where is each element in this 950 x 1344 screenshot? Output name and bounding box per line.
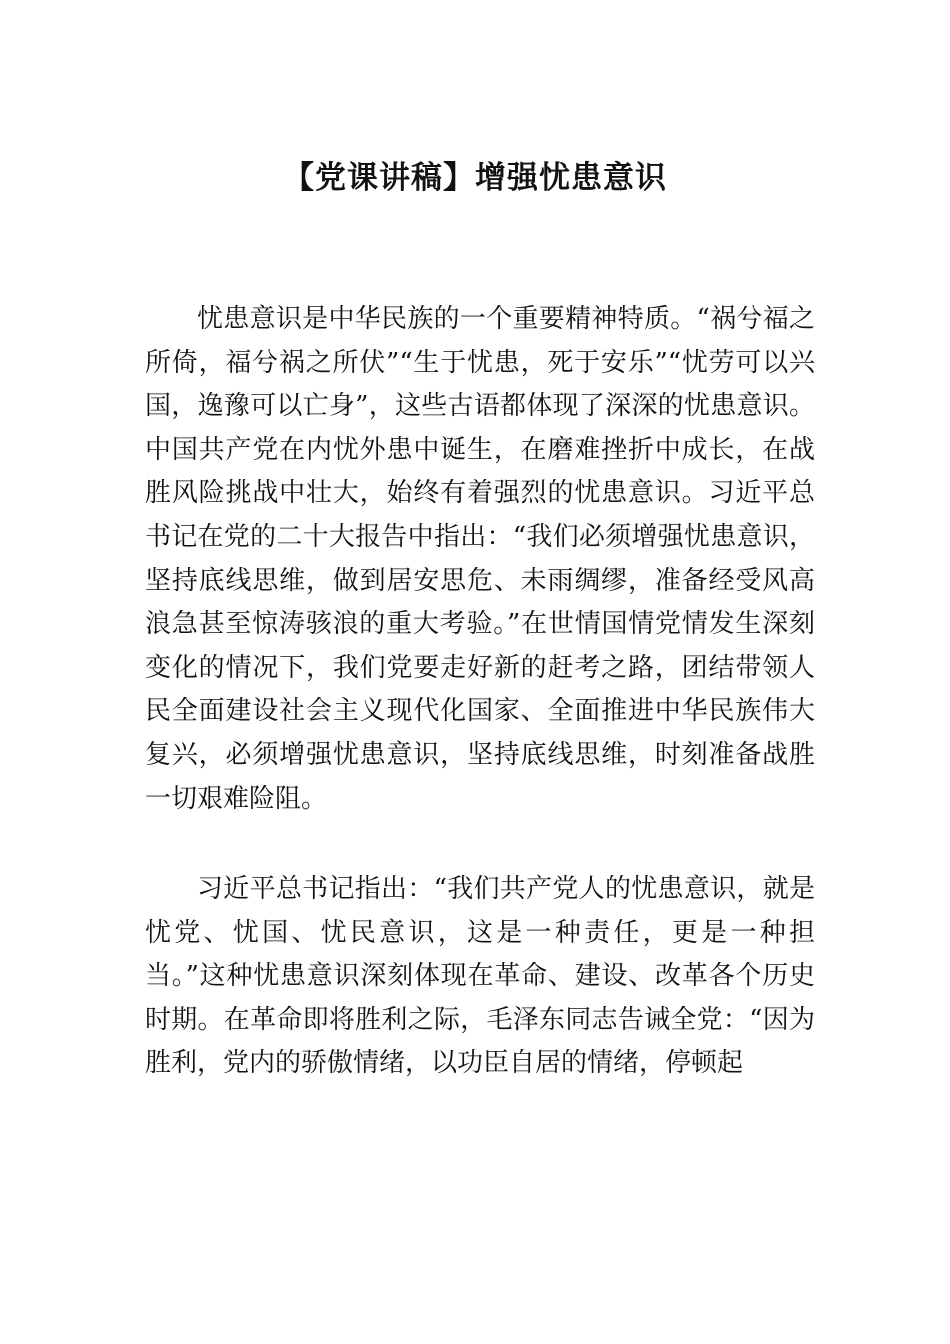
paragraph-2: 习近平总书记指出：“我们共产党人的忧患意识，就是忧党、忧国、忧民意识，这是一种责任，更是一种担当。”这种忧患意识深刻体现在革命、建设、改革各个历史时期。在革命即将胜利之际，毛泽东同志告诫全党：“因为胜利，党内的骄傲情绪，以功臣自居的情绪，停顿起	[145, 874, 815, 1079]
paragraph-1: 忧患意识是中华民族的一个重要精神特质。“祸兮福之所倚，福兮祸之所伏”“生于忧患，死于安乐”“忧劳可以兴国，逸豫可以亡身”，这些古语都体现了深深的忧患意识。中国共产党在内忧外患中诞生，在磨难挫折中成长，在战胜风险挑战中壮大，始终有着强烈的忧患意识。习近平总书记在党的二十大报告中指出：“我们必须增强忧患意识，坚持底线思维，做到居安思危、未雨绸缪，准备经受风高浪急甚至惊涛骇浪的重大考验。”在世情国情党情发生深刻变化的情况下，我们党要走好新的赶考之路，团结带领人民全面建设社会主义现代化国家、全面推进中华民族伟大复兴，必须增强忧患意识，坚持底线思维，时刻准备战胜一切艰难险阻。	[145, 304, 815, 814]
document-title: 【党课讲稿】增强忧患意识	[283, 160, 667, 196]
